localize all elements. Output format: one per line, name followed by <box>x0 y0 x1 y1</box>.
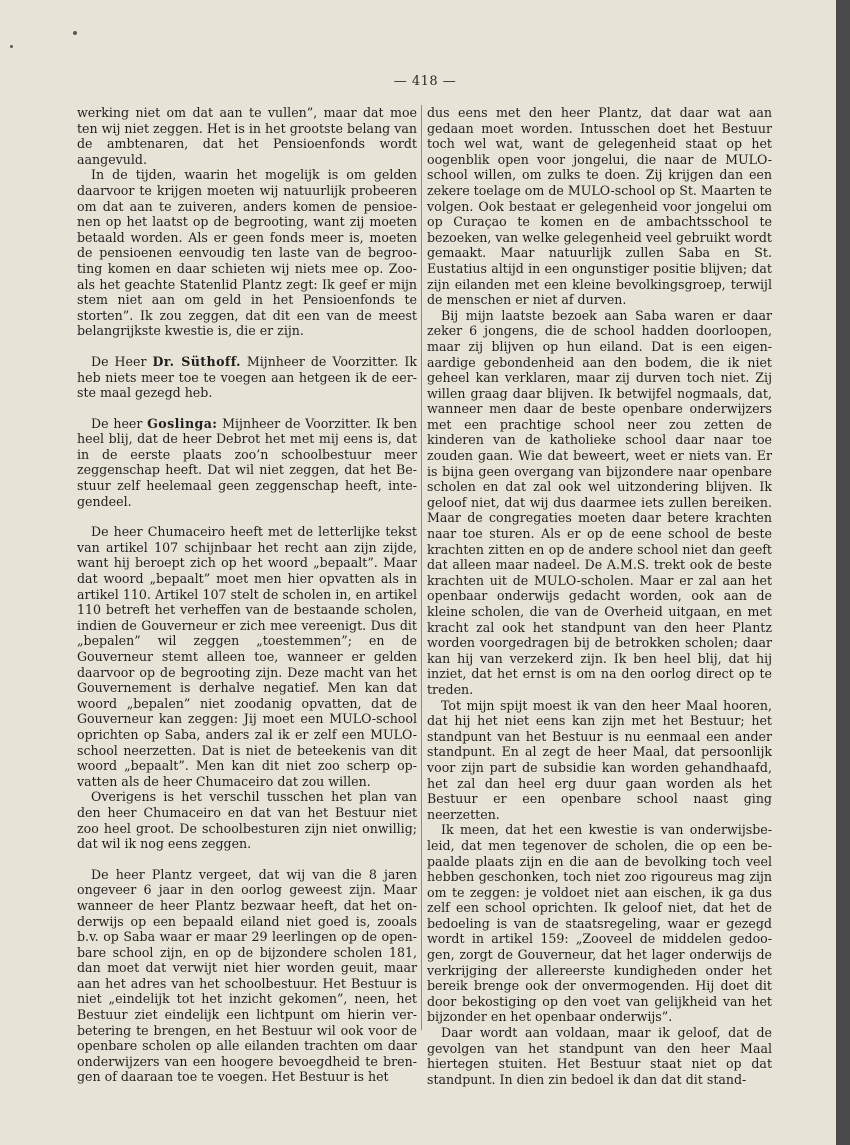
speaker-prefix: De heer <box>91 415 148 431</box>
left-column <box>77 105 417 1085</box>
speaker-paragraph <box>77 416 417 510</box>
speech-text: Mijnheer de Voorzitter. Ik ben heel blij, dat de heer Debrot het met mij eens is, dat in de eerste plaats zoo’n schoolbestuur meer zeggenschap heeft. Dat wil niet zeggen, dat het Bestuur zelf heelemaal geen zeggenschap heeft, integendeel. <box>77 415 417 509</box>
speaker-prefix: De Heer <box>91 353 153 369</box>
paragraph: werking niet om dat aan te vullen”, maar dat moe ten wij niet zeggen. Het is in het grootste belang van de ambtenaren, dat het Pensioenfonds wordt aangevuld. <box>77 105 417 167</box>
paragraph: De heer Chumaceiro heeft met de letterlijke tekst van artikel 107 schijnbaar het recht aan zijn zijde, want hij beroept zich op het woord „bepaalt”. Maar dat woord „bepaalt” moet men hier opvatten als in artikel 110. Artikel 107 stelt de scholen in, en artikel 110 betreft het verheffen van de bestaande scholen, indien de Gouverneur er zich mee vereenigt. Dus dit „bepalen” wil zeggen „toestemmen”; en de Gouverneur stemt alleen toe, wanneer er gelden daarvoor op de begrooting zijn. Deze macht van het Gouvernement is derhalve negatief. Men kan dat woord „bepalen” niet zoodanig opvatten, dat de Gouverneur kan zeggen: Jij moet een MULO-school oprichten op Saba, anders zal ik er zelf een MULO-school neerzetten. Dat is niet de beteekenis van dit woord „bepaalt”. Men kan dit niet zoo scherp opvatten als de heer Chumaceiro dat zou willen. <box>77 524 417 789</box>
speech-text: Mijnheer de Voorzitter. Ik heb niets meer toe te voegen aan hetgeen ik de eerste maal gezegd heb. <box>77 353 417 401</box>
speaker-paragraph <box>77 354 417 401</box>
speaker-name: Goslinga: <box>147 415 218 431</box>
paragraph: dus eens met den heer Plantz, dat daar wat aan gedaan moet worden. Intusschen doet het Bestuur toch wel wat, want de gelegenheid staat op het oogenblik open voor jongelui, die naar de MULO-school willen, om zulks te doen. Zij krijgen dan een zekere toelage om de MULO-school op St. Maarten te volgen. Ook bestaat er gelegenheid voor jongelui om op Curaçao te komen en de ambachtsschool te bezoeken, van welke gelegenheid veel gebruikt wordt gemaakt. Maar natuurlijk zullen Saba en St. Eustatius altijd in een ongunstiger positie blijven; dat zijn eilanden met een kleine bevolkingsgroep, terwijl de menschen er niet af durven. <box>427 105 772 308</box>
scan-edge <box>836 0 850 1145</box>
page-number: — 418 — <box>393 74 457 89</box>
column-divider <box>421 105 422 1030</box>
paragraph: Overigens is het verschil tusschen het plan van den heer Chumaceiro en dat van het Bestuur niet zoo heel groot. De schoolbesturen zijn niet onwillig; dat wil ik nog eens zeggen. <box>77 789 417 852</box>
paragraph: Tot mijn spijt moest ik van den heer Maal hooren, dat hij het niet eens kan zijn met het Bestuur; het standpunt van het Bestuur is nu eenmaal een ander standpunt. En al zegt de heer Maal, dat persoonlijk voor zijn part de subsidie kan worden gehandhaafd, het zal dan heel erg duur gaan worden als het Bestuur er een openbare school naast ging neerzetten. <box>427 697 772 822</box>
paragraph: Bij mijn laatste bezoek aan Saba waren er daar zeker 6 jongens, die de school hadden doorloopen, maar zij blijven op hun eiland. Dat is een eigenaardige gebondenheid aan den bodem, die ik niet geheel kan verklaren, maar zij durven toch niet. Zij willen graag daar blijven. Ik betwijfel nogmaals, dat, wanneer men daar de beste openbare onderwijzers met een prachtige school neer zou zetten de kinderen van de katholieke school daar naar toe zouden gaan. Wie dat beweert, weet er niets van. Er is bijna geen overgang van bijzondere naar openbare scholen en dat zal ook wel uitzondering blijven. Ik geloof niet, dat wij dus daarmee iets zullen bereiken. Maar de congregaties moeten daar betere krachten naar toe sturen. Als er op de eene school de beste krachten zitten en op de andere school niet dan geeft dat alleen maar nadeel. De A.M.S. trekt ook de beste krachten uit de MULO-scholen. Maar er zal aan het openbaar onderwijs gedacht worden, ook aan de kleine scholen, die van de Overheid uitgaan, en met kracht zal ook het standpunt van den heer Plantz worden voorgedragen bij de betrokken scholen; daar kan hij van verzekerd zijn. Ik ben heel blij, dat hij inziet, dat het ernst is om na den oorlog direct op te treden. <box>427 307 772 697</box>
speaker-name: Dr. Süthoff. <box>152 353 241 369</box>
ink-speck-mark <box>10 45 13 48</box>
paragraph: In de tijden, waarin het mogelijk is om gelden daarvoor te krijgen moeten wij natuurlijk probeeren om dat aan te zuiveren, anders komen de pensioenen op het laatst op de begrooting, want zij moeten betaald worden. Als er geen fonds meer is, moeten de pensioenen eenvoudig ten laste van de begrooting komen en daar schieten wij niets mee op. Zooals het geachte Statenlid Plantz zegt: Ik geef er mijn stem niet aan om geld in het Pensioenfonds te storten”. Ik zou zeggen, dat dit een van de meest belangrijkste kwestie is, die er zijn. <box>77 167 417 339</box>
ink-speck-mark <box>73 31 77 35</box>
right-column <box>427 105 772 1087</box>
paragraph: De heer Plantz vergeet, dat wij van die 8 jaren ongeveer 6 jaar in den oorlog geweest zijn. Maar wanneer de heer Plantz bezwaar heeft, dat het onderwijs op een bepaald eiland niet goed is, zooals b.v. op Saba waar er maar 29 leerlingen op de openbare school zijn, en op de bijzondere scholen 181, dan moet dat verwijt niet hier worden geuit, maar aan het adres van het schoolbestuur. Het Bestuur is niet „eindelijk tot het inzicht gekomen”, neen, het Bestuur ziet eindelijk een lichtpunt om hierin verbetering te brengen, en het Bestuur wil ook voor de openbare scholen op alle eilanden trachten om daar onderwijzers van een hoogere bevoegdheid te brengen of daaraan toe te voegen. Het Bestuur is het <box>77 866 417 1085</box>
paragraph: Daar wordt aan voldaan, maar ik geloof, dat de gevolgen van het standpunt van den heer Maal hiertegen stuiten. Het Bestuur staat niet op dat standpunt. In dien zin bedoel ik dan dat dit stand- <box>427 1025 772 1087</box>
paragraph: Ik meen, dat het een kwestie is van onderwijsbeleid, dat men tegenover de scholen, die op een bepaalde plaats zijn en die aan de bevolking toch veel hebben geschonken, toch niet zoo rigoureus mag zijn om te zeggen: je voldoet niet aan eischen, ik ga dus zelf een school oprichten. Ik geloof niet, dat het de bedoeling is van de staatsregeling, waar er gezegd wordt in artikel 159: „Zooveel de middelen gedoogen, zorgt de Gouverneur, dat het lager onderwijs de verkrijging der allereerste kundigheden onder het bereik brenge ook der onvermogenden. Hij doet dit door bekostiging op den voet van gelijkheid van het bijzonder en het openbaar onderwijs”. <box>427 822 772 1025</box>
